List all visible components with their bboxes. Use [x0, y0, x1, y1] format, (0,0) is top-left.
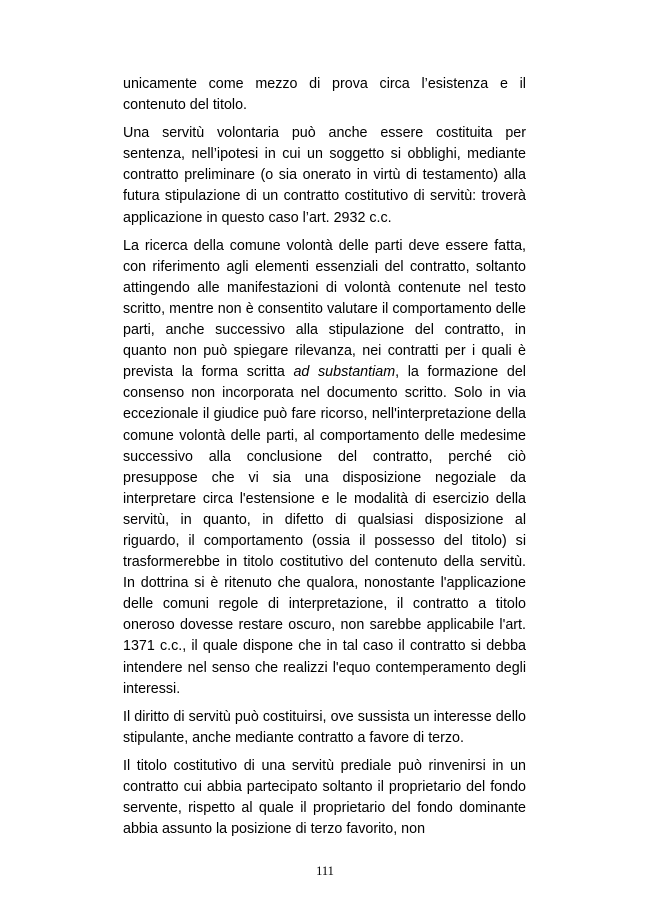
paragraph-2: Una servitù volontaria può anche essere costituita per sentenza, nell’ipotesi in cui un soggetto si obblighi, mediante contratto preliminare (o sia onerato in virtù di testamento) alla futura stipulazione di un contratto costitutivo di servitù: troverà applicazione in questo caso l’art. 2932 c.c. — [123, 125, 526, 226]
paragraph-3 — [123, 236, 526, 700]
page-number: 111 — [316, 864, 334, 878]
paragraph-3-text-a: La ricerca della comune volontà delle parti deve essere fatta, con riferimento agli elementi essenziali del contratto, soltanto attingendo alle manifestazioni di volontà contenute nel testo scritto, mentre non è consentito valutare il comportamento delle parti, anche successivo alla stipulazione del contratto, in quanto non può spiegare rilevanza, nei contratti per i quali è prevista la forma scritta — [123, 237, 526, 381]
italic-phrase: ad substantiam — [293, 364, 396, 381]
paragraph-1: unicamente come mezzo di prova circa l’esistenza e il contenuto del titolo. — [123, 76, 526, 114]
paragraph-4: Il diritto di servitù può costituirsi, ove sussista un interesse dello stipulante, anche mediante contratto a favore di terzo. — [123, 708, 526, 746]
paragraph-5: Il titolo costitutivo di una servitù prediale può rinvenirsi in un contratto cui abbia partecipato soltanto il proprietario del fondo servente, rispetto al quale il proprietario del fondo dominante abbia assunto la posizione di terzo favorito, non — [123, 757, 526, 838]
document-body — [123, 74, 526, 847]
paragraph-3-text-b: , la formazione del consenso non incorporata nel documento scritto. Solo in via eccezionale il giudice può fare ricorso, nell'interpretazione della comune volontà delle parti, al comportamento delle medesime successivo alla conclusione del contratto, perché ciò presuppose che vi sia una disposizione negoziale da interpretare circa l'estensione e le modalità di esercizio della servitù, in quanto, in difetto di qualsiasi disposizione al riguardo, il comportamento (ossia il possesso del titolo) si trasformerebbe in titolo costitutivo del contenuto della servitù. In dottrina si è ritenuto che qualora, nonostante l'applicazione delle comuni regole di interpretazione, il contratto a titolo oneroso dovesse restare oscuro, non sarebbe applicabile l'art. 1371 c.c., il quale dispone che in tal caso il contratto si debba intendere nel senso che realizzi l'equo contemperamento degli interessi. — [123, 364, 526, 697]
